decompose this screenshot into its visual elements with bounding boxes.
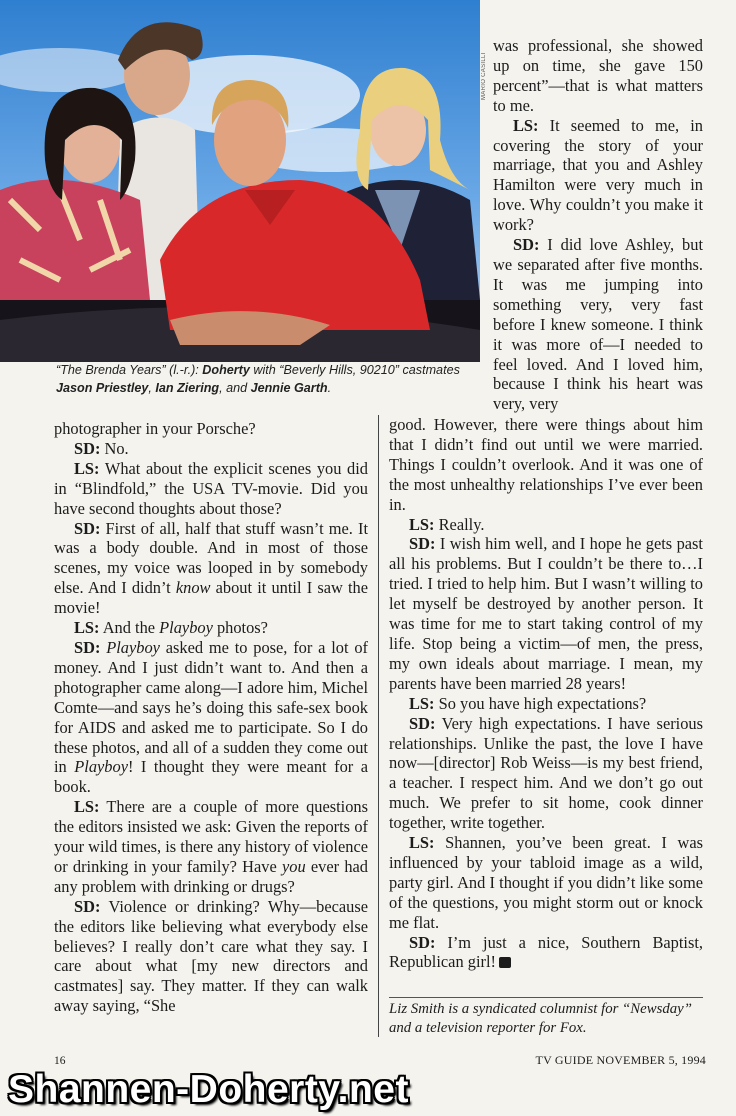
speaker-label: LS: xyxy=(513,115,539,135)
caption-castmates: ” castmates xyxy=(394,363,460,377)
photo-caption xyxy=(56,361,488,397)
caption-sep2: , and xyxy=(219,381,251,395)
site-watermark: Shannen-Doherty.net xyxy=(8,1068,409,1111)
caption-end: . xyxy=(327,381,332,395)
speaker-label: LS: xyxy=(409,514,435,534)
emphasis: you xyxy=(282,856,306,876)
paragraph-text: about it until I saw the movie! xyxy=(54,578,369,618)
emphasis: Playboy xyxy=(159,618,213,638)
speaker-label: SD: xyxy=(409,713,436,733)
paragraph xyxy=(389,534,703,693)
speaker-label: SD: xyxy=(74,896,101,916)
column-right-top xyxy=(493,36,703,414)
caption-name-priestley: Jason Priestley xyxy=(56,381,149,395)
emphasis: Playboy xyxy=(74,757,128,777)
paragraph: photographer in your Porsche? xyxy=(54,419,256,438)
speaker-label: SD: xyxy=(513,235,540,255)
paragraph-text: ! I thought they were meant for a book. xyxy=(54,757,368,797)
speaker-label: LS: xyxy=(409,693,435,713)
speaker-label: SD: xyxy=(409,932,436,952)
paragraph xyxy=(389,694,703,714)
paragraph xyxy=(54,797,368,897)
caption-name-doherty: Doherty xyxy=(202,363,250,377)
paragraph xyxy=(493,235,703,414)
paragraph: good. However, there were things about him that I didn’t find out until we were married. Things I couldn’t overlook. And it was one of the most unhealthy relationships I’ve ever been in. xyxy=(389,415,703,514)
caption-title: “The Brenda Years” xyxy=(56,363,166,377)
bio-divider xyxy=(389,997,703,998)
paragraph-text: There are a couple of more questions the editors insisted we ask: Given the reports of your wild times, is there any history of violence or drinking in your family? Have xyxy=(54,797,368,876)
paragraph xyxy=(54,459,368,519)
speaker-label: SD: xyxy=(409,534,436,554)
caption-name-garth: Jennie Garth xyxy=(250,381,328,395)
paragraph-text: Very high expectations. I have serious relationships. Unlike the past, the love I have now—[director] Rob Weiss—is my best friend, a teacher. I respect him. And we don’t go out much. We prefer to sit home, cook dinner together, write together. xyxy=(389,713,703,833)
paragraph-text: No. xyxy=(100,438,129,458)
paragraph-text: ever had any problem with drinking or drugs? xyxy=(54,856,368,896)
speaker-label: SD: xyxy=(74,637,101,657)
paragraph xyxy=(54,439,368,459)
paragraph xyxy=(54,897,368,1016)
paragraph-text: Violence or drinking? Why—because the editors like believing what everybody else believes? I really don’t care what they say. I care about what [my new directors and castmates] say. They matter. If they can walk away saying, “She xyxy=(54,896,368,1016)
speaker-label: LS: xyxy=(74,797,100,817)
speaker-label: LS: xyxy=(74,618,100,638)
speaker-label: SD: xyxy=(74,518,101,538)
paragraph xyxy=(54,638,368,797)
paragraph xyxy=(54,519,368,619)
paragraph xyxy=(389,833,703,933)
paragraph: was professional, she showed up on time, she gave 150 percent”—that is what matters to me. xyxy=(493,36,703,115)
paragraph-text: I wish him well, and I hope he gets past all his problems. But I couldn’t be there to…I tried. I tried to help him. But I wasn’t willing to let myself be destroyed by another person. It was time for me to start taking control of my life. Stop being a victim—of men, the press, my own ideals about marriage. I mean, my parents have been married 28 years! xyxy=(389,534,703,693)
column-divider xyxy=(378,415,379,1037)
caption-mid: (l.-r.): xyxy=(165,363,203,377)
end-mark-icon xyxy=(499,957,511,968)
page-number: 16 xyxy=(54,1055,66,1067)
cast-photo xyxy=(0,0,480,362)
column-right xyxy=(389,415,703,972)
paragraph-text: And the xyxy=(99,618,160,638)
emphasis: know xyxy=(175,578,211,598)
column-left xyxy=(54,419,368,1016)
paragraph-text: photos? xyxy=(212,618,268,638)
paragraph-text: Really. xyxy=(434,514,485,534)
paragraph-text: I’m just a nice, Southern Baptist, Republican girl! xyxy=(389,932,703,972)
speaker-label: LS: xyxy=(409,833,435,853)
paragraph-text: asked me to pose, for a lot of money. And I just didn’t want to. And then a photographer came along—I adore him, Michel Comte—and says he’s doing this safe-sex book for AIDS and asked me to participate. So I do these photos, and all of a sudden they come out in xyxy=(54,637,368,777)
paragraph-text: I did love Ashley, but we separated after five months. It was me jumping into something very, very fast before I knew someone. I think it was more of—I needed to feel loved. And I loved him, because I think his heart was very, very xyxy=(493,235,703,414)
paragraph-text: What about the explicit scenes you did in “Blindfold,” the USA TV-movie. Did you have second thoughts about those? xyxy=(54,458,368,518)
author-bio: Liz Smith is a syndicated columnist for “Newsday” and a television reporter for Fox. xyxy=(389,1001,692,1036)
emphasis: Playboy xyxy=(100,637,160,657)
caption-show: Beverly Hills, 90210 xyxy=(283,363,395,377)
photo-credit: MARIO CASILLI xyxy=(481,52,487,100)
paragraph xyxy=(389,933,703,973)
paragraph xyxy=(493,116,703,235)
paragraph xyxy=(389,714,703,833)
paragraph-text: First of all, half that stuff wasn’t me. It was a body double. And in most of those scenes, my voice was looped in by somebody else. And I didn’t xyxy=(54,518,368,598)
caption-name-ziering: Ian Ziering xyxy=(155,381,220,395)
caption-sep1: , xyxy=(148,381,156,395)
paragraph-text: Shannen, you’ve been great. I was influenced by your tabloid image as a wild, party girl. And I thought if you didn’t like some of the questions, you might storm out or knock me flat. xyxy=(389,833,703,932)
paragraph xyxy=(54,618,368,638)
paragraph-text: So you have high expectations? xyxy=(434,693,647,713)
caption-with: with “ xyxy=(249,363,284,377)
issue-line: TV GUIDE NOVEMBER 5, 1994 xyxy=(535,1053,706,1067)
paragraph-text: It seemed to me, in covering the story of your marriage, that you and Ashley Hamilton were very much in love. Why couldn’t you make it work? xyxy=(493,115,703,235)
speaker-label: LS: xyxy=(74,458,100,478)
paragraph xyxy=(389,515,703,535)
speaker-label: SD: xyxy=(74,438,101,458)
